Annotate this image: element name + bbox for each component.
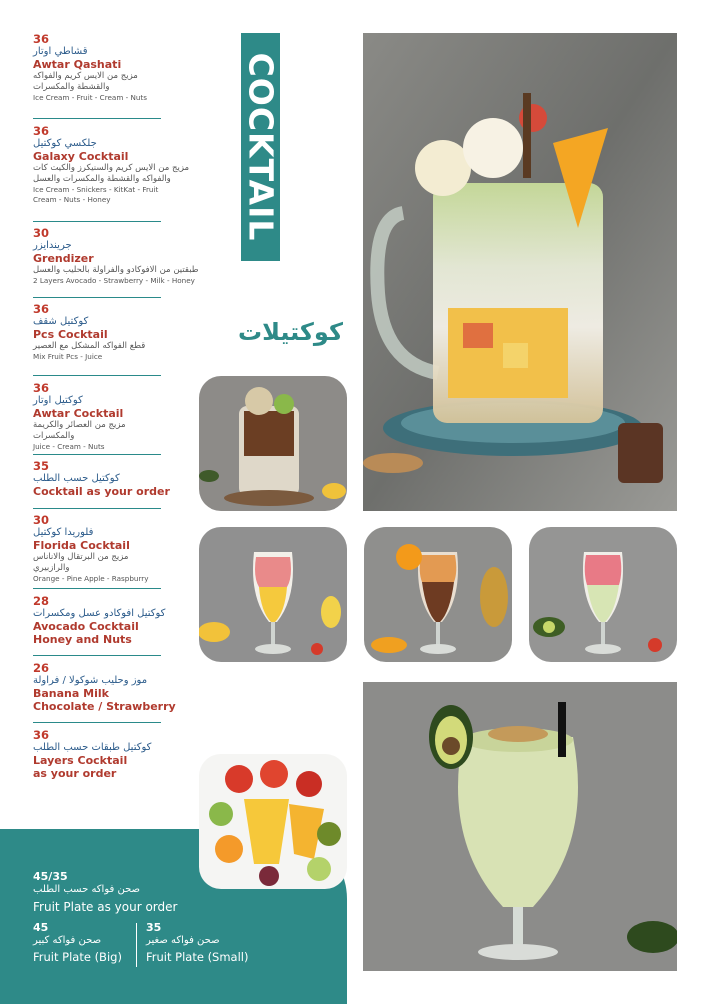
item-name-en: Banana Milk xyxy=(33,687,109,700)
menu-item-banana-milk xyxy=(33,661,176,713)
fruit-plate-divider xyxy=(136,923,137,967)
fruit-plate-order-en: Fruit Plate as your order xyxy=(33,900,178,914)
item-price: 30 xyxy=(33,226,50,240)
item-name-en-2: Chocolate / Strawberry xyxy=(33,700,176,713)
item-name-ar: كوكتيل طبقات حسب الطلب xyxy=(33,742,152,753)
photo-florida-cocktail xyxy=(199,527,347,662)
menu-item-grendizer xyxy=(33,226,199,286)
item-price: 36 xyxy=(33,381,50,395)
photo-grendizer xyxy=(529,527,677,662)
item-price: 30 xyxy=(33,513,50,527)
item-price: 36 xyxy=(33,302,50,316)
item-desc-ar: طبقتين من الافوكادو والفراولة بالحليب والعسل xyxy=(33,265,199,275)
fruit-plate-order-ar: صحن فواكه حسب الطلب xyxy=(33,884,141,895)
fruit-plate-big-ar: صحن فواكه كبير xyxy=(33,935,102,946)
divider xyxy=(33,375,161,376)
item-desc-ar: قطع الفواكه المشكل مع العصير xyxy=(33,341,146,351)
menu-item-layers-cocktail xyxy=(33,729,161,780)
fruit-plate-big-price: 45 xyxy=(33,921,49,934)
item-name-en: Pcs Cocktail xyxy=(33,328,108,341)
item-name-ar: كوكتيل افوكادو عسل ومكسرات xyxy=(33,608,166,619)
item-name-ar: فلوريدا كوكتيل xyxy=(33,527,94,538)
fruit-plate-big-en: Fruit Plate (Big) xyxy=(33,950,122,964)
divider xyxy=(33,588,161,589)
menu-item-awtar-qashati xyxy=(33,33,161,103)
item-desc-ar: مزيج من الايس كريم والفواكه xyxy=(33,71,138,81)
item-name-en: Florida Cocktail xyxy=(33,539,130,552)
item-price: 36 xyxy=(33,728,50,742)
item-price: 36 xyxy=(33,32,50,46)
item-price: 36 xyxy=(33,124,50,138)
menu-item-cocktail-as-your-order xyxy=(33,459,170,498)
divider xyxy=(33,655,161,656)
item-desc-en: Ice Cream - Snickers - KitKat - Fruit xyxy=(33,185,159,194)
divider xyxy=(33,722,161,723)
fruit-plate-order-price: 45/35 xyxy=(33,870,68,883)
section-banner xyxy=(241,33,280,261)
item-name-ar: موز وحليب شوكولا / فراولة xyxy=(33,675,148,686)
item-desc-ar: والقشطة والمكسرات xyxy=(33,82,110,92)
item-desc-en: Juice - Cream - Nuts xyxy=(33,442,105,451)
photo-cocktail-main xyxy=(363,33,677,511)
fruit-plate-small-price: 35 xyxy=(146,921,162,934)
item-desc-en: Orange - Pine Apple - Raspburry xyxy=(33,574,149,583)
section-title-ar: كوكتيلات xyxy=(238,318,343,346)
item-name-ar: جلكسي كوكتيل xyxy=(33,138,97,149)
menu-item-galaxy-cocktail xyxy=(33,124,190,205)
item-desc-ar: والفواكه والقشطة والمكسرات والعسل xyxy=(33,174,171,184)
divider xyxy=(33,297,161,298)
item-name-en: Galaxy Cocktail xyxy=(33,150,129,163)
item-name-en-2: as your order xyxy=(33,767,117,780)
item-desc-ar: مزيج من الايس كريم والسنيكرز والكيت كات xyxy=(33,163,190,173)
fruit-plate-small-en: Fruit Plate (Small) xyxy=(146,950,249,964)
item-name-en: Awtar Qashati xyxy=(33,58,122,71)
photo-layers-cocktail xyxy=(364,527,512,662)
divider xyxy=(33,454,161,455)
photo-avocado-cocktail xyxy=(363,682,677,971)
menu-item-florida-cocktail xyxy=(33,514,161,584)
section-title-en: COCKTAIL xyxy=(241,52,280,242)
item-desc-en: Ice Cream - Fruit - Cream - Nuts xyxy=(33,93,147,102)
item-name-en: Grendizer xyxy=(33,252,94,265)
fruit-plate-small-ar: صحن فواكه صغير xyxy=(146,935,220,946)
item-name-en: Awtar Cocktail xyxy=(33,407,124,420)
item-name-en: Avocado Cocktail xyxy=(33,620,139,633)
menu-item-awtar-cocktail xyxy=(33,382,161,452)
item-price: 28 xyxy=(33,594,50,608)
item-name-en: Layers Cocktail xyxy=(33,754,128,767)
item-name-ar: كوكتيل اوتار xyxy=(33,395,83,406)
item-name-ar: قشاطي اوتار xyxy=(33,46,88,57)
divider xyxy=(33,221,161,222)
item-desc-ar: مزيج من البرتقال والاناناس والرازبيري xyxy=(33,552,129,573)
item-name-ar: جريندايزر xyxy=(33,240,72,251)
item-desc-en: Mix Fruit Pcs - Juice xyxy=(33,352,103,361)
item-name-ar: كوكتيل شقف xyxy=(33,316,89,327)
item-name-en: Cocktail as your order xyxy=(33,485,170,498)
photo-fruit-plate xyxy=(199,754,347,889)
divider xyxy=(33,118,161,119)
divider xyxy=(33,508,161,509)
photo-awtar-cocktail xyxy=(199,376,347,511)
item-price: 35 xyxy=(33,459,50,473)
item-desc-en: 2 Layers Avocado - Strawberry - Milk - Honey xyxy=(33,276,195,285)
item-desc-en: Cream - Nuts - Honey xyxy=(33,195,111,204)
item-name-ar: كوكتيل حسب الطلب xyxy=(33,473,120,484)
menu-item-pcs-cocktail xyxy=(33,303,161,362)
item-price: 26 xyxy=(33,661,50,675)
menu-item-avocado-cocktail xyxy=(33,594,166,646)
item-desc-ar: مزيج من العصائر والكريمة والمكسرات xyxy=(33,420,126,441)
item-name-en-2: Honey and Nuts xyxy=(33,633,132,646)
